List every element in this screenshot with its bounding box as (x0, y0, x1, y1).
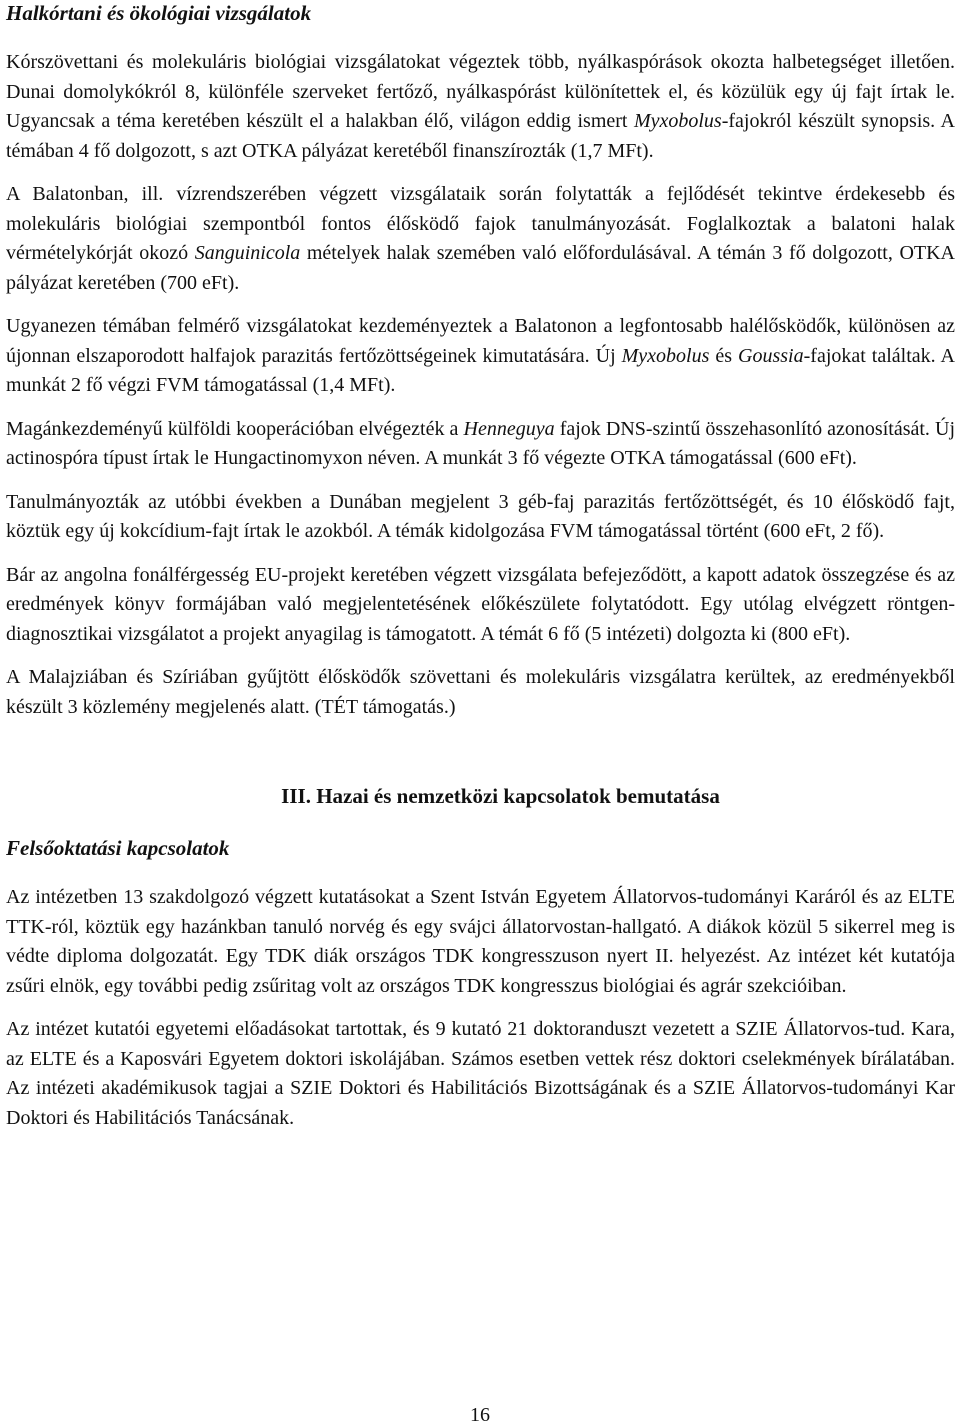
p1-italic-species: Myxobolus (633, 110, 722, 132)
p3-italic-species-2: Goussia (738, 344, 804, 367)
paragraph-9: Az intézet kutatói egyetemi előadásokat tartottak, és 9 kutató 21 doktoranduszt vezetett a SZIE Állatorvos-tud. Kara, az ELTE és a Kaposvári Egyetem doktori iskolájában. Számos esetben vettek rész doktori cselekmények bírálatában. Az intézeti akadémikusok tagjai a SZIE Doktori és Habilitációs Bizottságának és a SZIE Állatorvos-tudományi Kar Doktori és Habilitációs Tanácsának. (6, 1018, 955, 1129)
p1-text-a: Kórszövettani és molekuláris biológiai vizsgálatokat végeztek több, nyálkaspórások okozta halbetegséget illetően. Dunai domolykókról 8, különféle szerveket fertőző, nyálkaspórást különítettek el, és közülük egy új fajt írtak le. Ugyancsak a téma keretében készült el a halakban élő, világon eddig ismert (6, 51, 955, 132)
paragraph-5: Tanulmányozták az utóbbi években a Dunában megjelent 3 géb-faj parazitás fertőzöttségét, és 10 élősködő fajt, köztük egy új kokcídium-fajt írtak le azokból. A témák kidolgozása FVM támogatással történt (600 eFt, 2 fő). (6, 490, 955, 542)
p2-text-c: mételyek halak szemében való előfordulásával. A témán 3 fő dolgozott, OTKA pályázat keretében (700 eFt). (6, 242, 955, 294)
section-title-felsooktatas: Felsőoktatási kapcsolatok (6, 836, 230, 860)
paragraph-8: Az intézetben 13 szakdolgozó végzett kutatásokat a Szent István Egyetem Állatorvos-tudományi Karáról és az ELTE TTK-ról, köztük egy hazánkban tanuló norvég és egy svájci állatorvostan-hallgató. A diákok közül 5 sikerrel meg is védte diploma dolgozatát. Egy TDK diák országos TDK kongresszuson nyert II. helyezést. Az intézet két kutatója zsűri elnök, egy további pedig zsűritag volt az országos TDK kongresszus biológiai és agrár szekcióiban. (6, 886, 955, 997)
p3-text-c: és (709, 344, 739, 367)
p4-text-a: Magánkezdeményű külföldi kooperációban elvégezték a (6, 417, 464, 440)
p2-italic-species: Sanguinicola (194, 242, 301, 264)
p3-text-a: Ugyanezen témában felmérő vizsgálatokat kezdeményeztek a Balatonon a legfontosabb halélősködők, különösen az újonnan elszaporodott halfajok parazitás fertőzöttségeinek kimutatására. Új (6, 315, 955, 367)
p4-italic-species: Henneguya (463, 417, 555, 440)
paragraph-7: A Malajziában és Szíriában gyűjtött élősködők szövettani és molekuláris vizsgálatra kerültek, az eredményekből készült 3 közlemény megjelenés alatt. (TÉT támogatás.) (6, 666, 955, 718)
section-title-halkortan: Halkórtani és ökológiai vizsgálatok (6, 1, 312, 25)
paragraph-1 (6, 48, 955, 166)
paragraph-4 (6, 415, 955, 474)
document-page (6, 0, 955, 1133)
page-number: 16 (470, 1404, 490, 1426)
p4-text-c: fajok DNS-szintű összehasonlító azonosítását. Új actinospóra típust írtak le Hungactinomyxon néven. A munkát 3 fő végezte OTKA támogatással (600 eFt). (6, 417, 956, 469)
paragraph-3 (6, 312, 955, 401)
paragraph-6: Bár az angolna fonálférgesség EU-projekt keretében végzett vizsgálata befejeződött, a kapott adatok összegzése és az eredmények könyv formájában való megjelentetésének előkészülete folytatódott. Egy utólag elvégzett röntgen-diagnosztikai vizsgálatot a projekt anyagilag is támogatott. A témát 6 fő (5 intézeti) dolgozta ki (800 eFt). (6, 563, 955, 645)
p2-text-a: A Balatonban, ill. vízrendszerében végzett vizsgálataik során folytatták a fejlődését tekintve érdekesebb és molekuláris biológiai szempontból fontos élősködő fajok tanulmányozását. Foglalkoztak a balatoni halak vérmételykórját okozó (6, 183, 955, 264)
paragraph-2 (6, 180, 955, 298)
p1-text-c: -fajokról készült synopsis. A témában 4 fő dolgozott, s azt OTKA pályázat keretéből finanszírozták (1,7 MFt). (6, 110, 955, 162)
p3-italic-species-1: Myxobolus (621, 344, 710, 367)
chapter-title: III. Hazai és nemzetközi kapcsolatok bemutatása (281, 784, 720, 808)
p3-text-e: -fajokat találtak. A munkát 2 fő végzi FVM támogatással (1,4 MFt). (6, 344, 955, 396)
